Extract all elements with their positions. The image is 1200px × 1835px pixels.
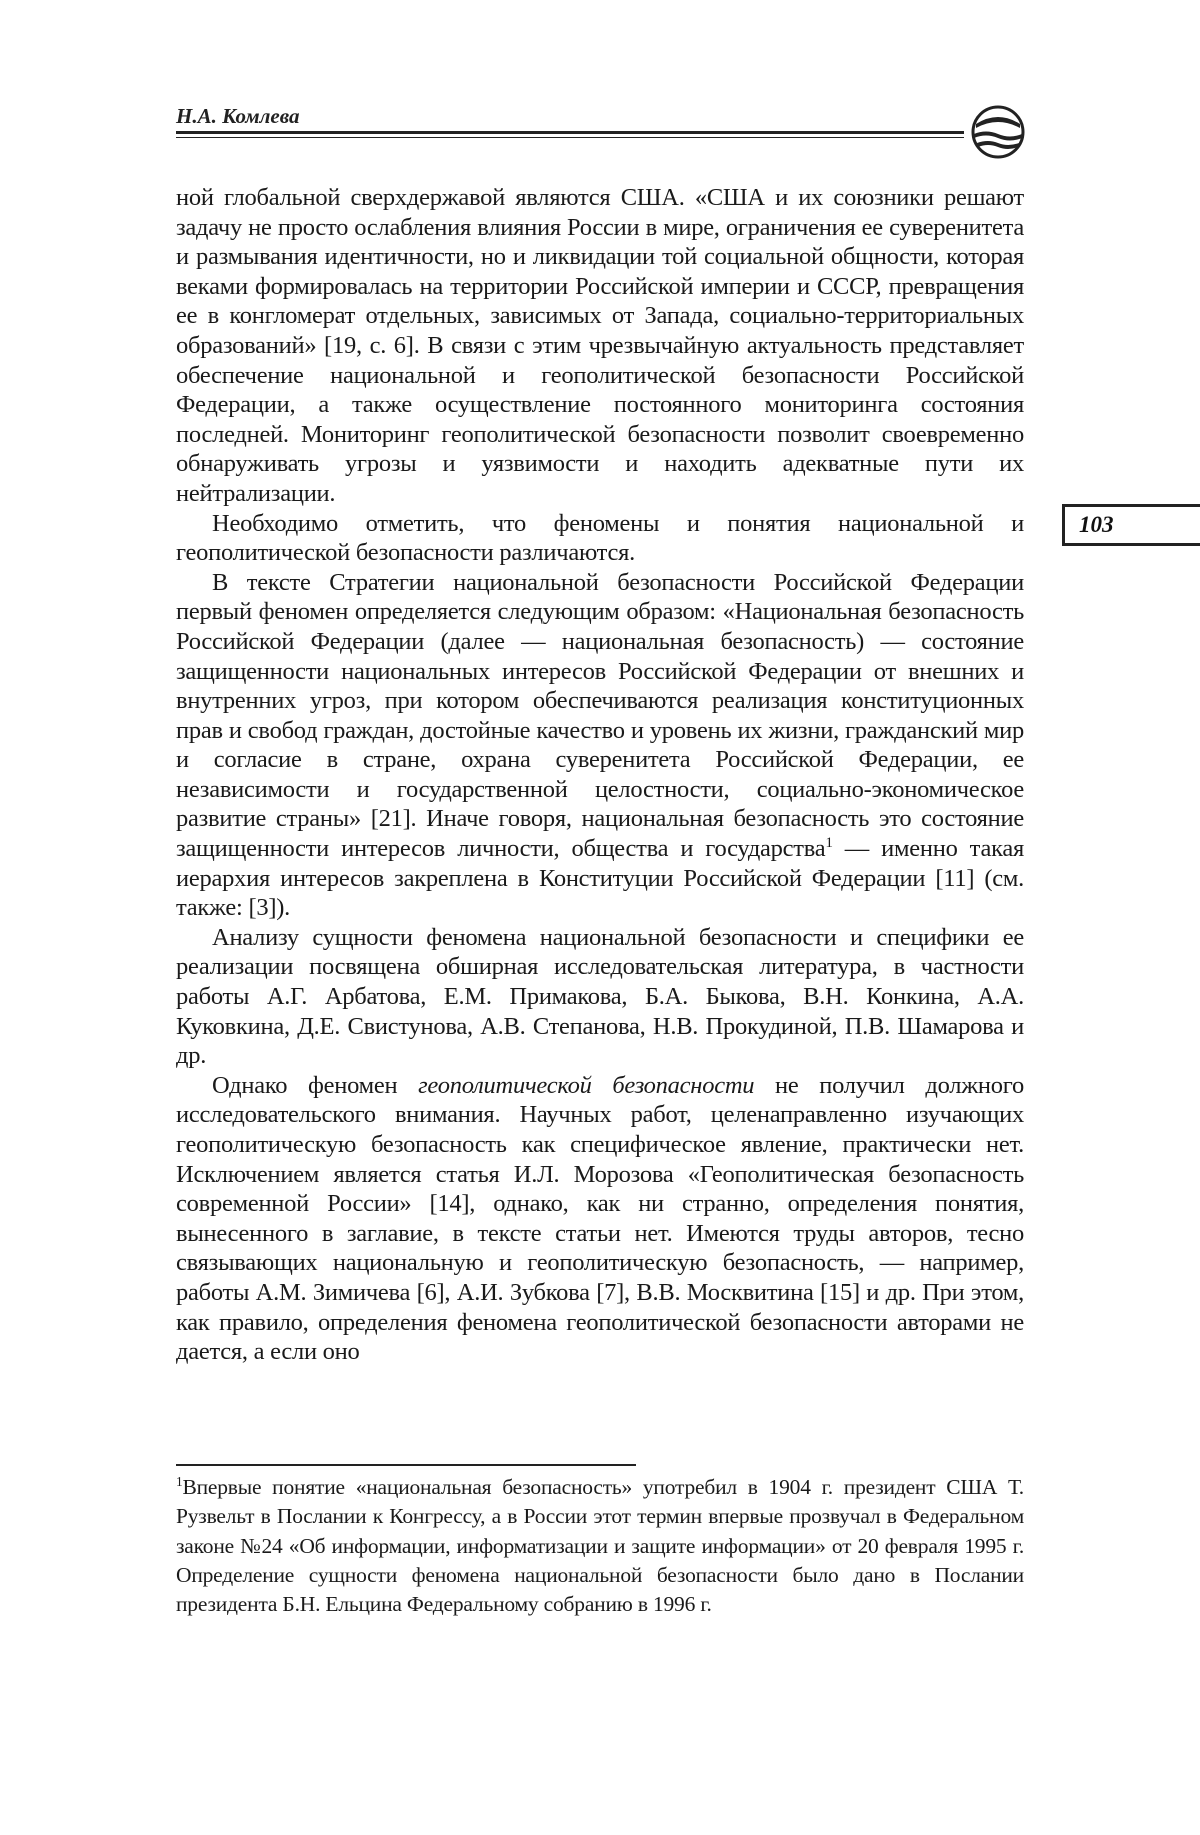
paragraph-3-text-a: В тексте Стратегии национальной безопасности Российской Федерации первый феномен определяется следующим образом: «Национальная безопасность Российской Федерации (далее — национальная безопасность) — состояние защищенности национальных интересов Российской Федерации от внешних и внутренних угроз, при котором обеспечиваются реализация конституционных прав и свобод граждан, достойные качество и уровень их жизни, гражданский мир и согласие в стране, охрана суверенитета Российской Федерации, ее независимости и государственной целостности, социально-экономическое развитие страны» [21]. Иначе говоря, национальная безопасность это состояние защищенности интересов личности, общества и государства bbox=[176, 568, 1024, 863]
paragraph-5-text-b: не получил должного исследовательского внимания. Научных работ, целенаправленно изучающих геополитическую безопасность как специфическое явление, практически нет. Исключением является статья И.Л. Морозова «Геополитическая безопасность современной России» [14], однако, как ни странно, определения понятия, вынесенного в заглавие, в тексте статьи нет. Имеются труды авторов, тесно связывающих национальную и геополитическую безопасность, — например, работы А.М. Зимичева [6], А.И. Зубкова [7], В.В. Москвитина [15] и др. При этом, как правило, определения феномена геополитической безопасности авторами не дается, а если оно bbox=[176, 1071, 1024, 1366]
article-body bbox=[176, 183, 1024, 1367]
header-rule-thin bbox=[176, 137, 964, 138]
footnote-marker: 1 bbox=[176, 1473, 183, 1489]
paragraph-3 bbox=[176, 568, 1024, 923]
paragraph-5-emphasis: геополитической безопасности bbox=[418, 1071, 755, 1099]
paragraph-3-text-b: — именно такая иерархия интересов закреплена в Конституции Российской Федерации [11] (см. также: [3]). bbox=[176, 835, 1024, 922]
footnote-separator bbox=[176, 1464, 636, 1466]
publisher-logo-icon bbox=[968, 104, 1028, 160]
header-rule bbox=[176, 131, 964, 134]
paragraph-4: Анализу сущности феномена национальной безопасности и специфики ее реализации посвящена обширная исследовательская литература, в частности работы А.Г. Арбатова, Е.М. Примакова, Б.А. Быкова, В.Н. Конкина, А.А. Куковкина, Д.Е. Свистунова, А.В. Степанова, Н.В. Прокудиной, П.В. Шамарова и др. bbox=[176, 923, 1024, 1070]
footnote-reference: 1 bbox=[825, 833, 833, 851]
page-number: 103 bbox=[1079, 512, 1114, 537]
paragraph-1: ной глобальной сверхдержавой являются США. «США и их союзники решают задачу не просто ослабления влияния России в мире, ограничения ее суверенитета и размывания идентичности, но и ликвидации той социальной общности, которая веками формировалась на территории Российской империи и СССР, превращения ее в конгломерат отдельных, зависимых от Запада, социально-территориальных образований» [19, с. 6]. В связи с этим чрезвычайную актуальность представляет обеспечение национальной и геополитической безопасности Российской Федерации, а также осуществление постоянного мониторинга состояния последней. Мониторинг геополитической безопасности позволит своевременно обнаруживать угрозы и уязвимости и находить адекватные пути их нейтрализации. bbox=[176, 184, 1024, 507]
paragraph-5 bbox=[176, 1071, 1024, 1367]
paragraph-2: Необходимо отметить, что феномены и понятия национальной и геополитической безопасности различаются. bbox=[176, 509, 1024, 567]
footnote-text: Впервые понятие «национальная безопасность» употребил в 1904 г. президент США Т. Рузвельт в Послании к Конгрессу, а в России этот термин впервые прозвучал в Федеральном законе №24 «Об информации, информатизации и защите информации» от 20 февраля 1995 г. Определение сущности феномена национальной безопасности было дано в Послании президента Б.Н. Ельцина Федеральному собранию в 1996 г. bbox=[176, 1475, 1024, 1617]
page-number-tab bbox=[1062, 504, 1200, 546]
paragraph-5-text-a: Однако феномен bbox=[212, 1071, 419, 1099]
running-head-author: Н.А. Комлева bbox=[176, 104, 300, 128]
footnote bbox=[176, 1473, 1024, 1619]
